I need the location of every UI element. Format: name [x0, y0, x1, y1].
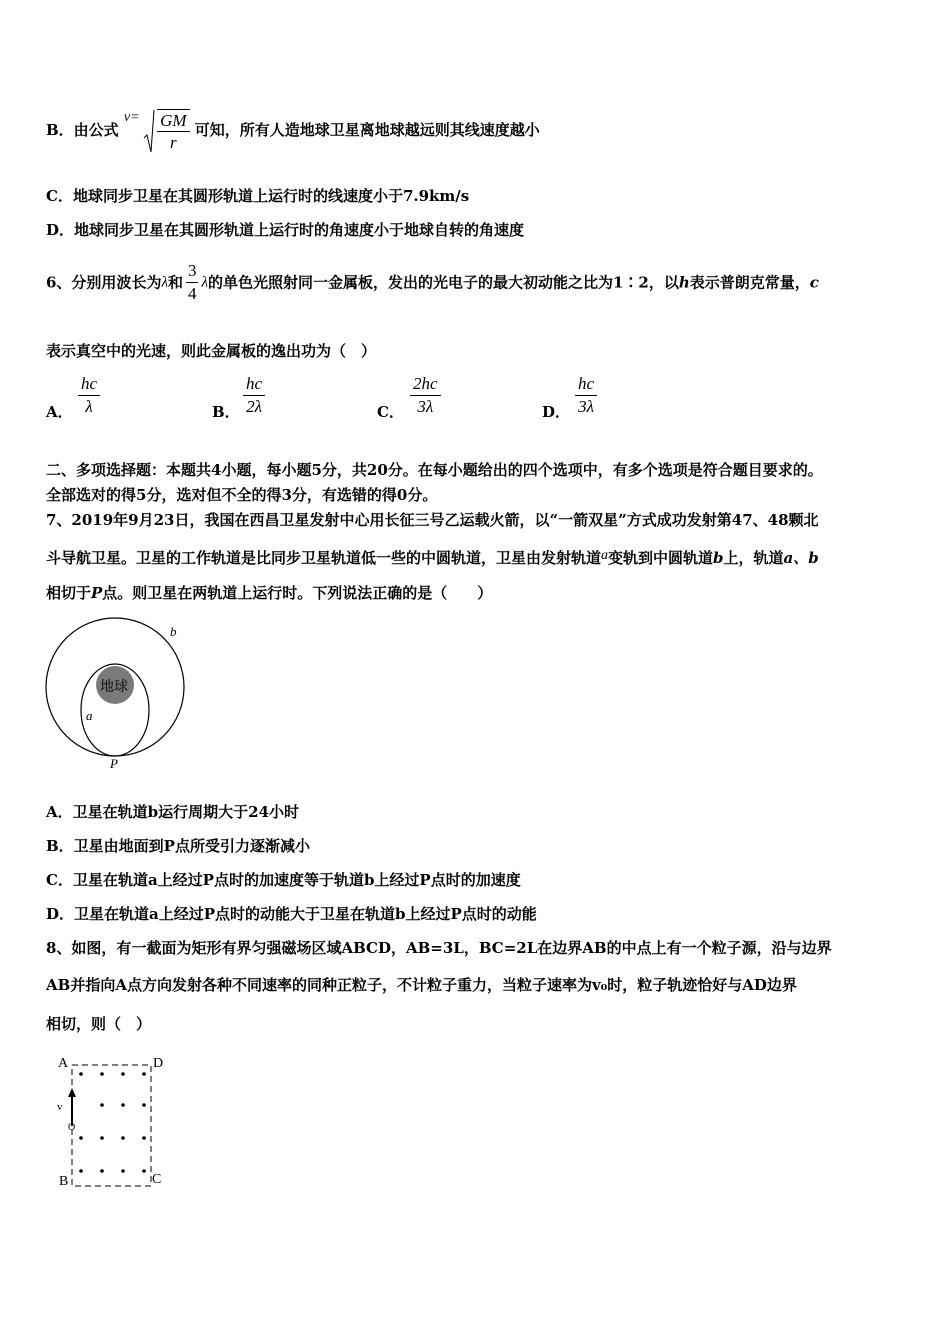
corner-d: D: [153, 1056, 164, 1071]
c-symbol: c: [809, 273, 819, 292]
q6-option-fraction: [78, 373, 100, 418]
field-dot: [121, 1072, 125, 1076]
q6-part1: 6、分别用波长为: [46, 273, 162, 292]
field-dot: [121, 1103, 125, 1107]
q7-option-b: B．卫星由地面到P点所受引力逐渐减小: [46, 837, 310, 855]
label-a: a: [86, 708, 93, 723]
field-dot: [142, 1103, 146, 1107]
field-dot: [142, 1169, 146, 1173]
q7-option-c: C．卫星在轨道a上经过P点时的加速度等于轨道b上经过P点时的加速度: [46, 871, 521, 889]
fraction-num: hc: [575, 373, 597, 396]
field-dot: [79, 1136, 83, 1140]
source-label: O: [68, 1122, 76, 1133]
q5-option-c: C．地球同步卫星在其圆形轨道上运行时的线速度小于7.9km/s: [46, 187, 470, 205]
q7-stem-line3: [46, 583, 492, 603]
q6-stem-line2: 表示真空中的光速，则此金属板的逸出功为（ ）: [46, 342, 377, 360]
q7-option-d: D．卫星在轨道a上经过P点时的动能大于卫星在轨道b上经过P点时的动能: [46, 905, 537, 923]
fraction-num: hc: [78, 373, 100, 396]
formula-num: GM: [157, 110, 189, 132]
lambda-symbol-2: λ: [201, 274, 208, 291]
fraction-den: λ: [85, 397, 93, 416]
q7-line3a: 相切于: [46, 584, 92, 602]
field-dot: [121, 1169, 125, 1173]
field-dot: [100, 1136, 104, 1140]
field-dot: [79, 1169, 83, 1173]
q5-option-b: [46, 108, 540, 154]
q6-option-label: A．: [46, 403, 73, 421]
q8-stem-line1: 8、如图，有一截面为矩形有界匀强磁场区域ABCD，AB=3L，BC=2L在边界AB的中点上有一个粒子源，沿与边界: [46, 939, 832, 957]
lambda-symbol: λ: [161, 274, 168, 291]
label-p: P: [110, 756, 118, 771]
fraction-den: 3λ: [417, 397, 434, 416]
corner-c: C: [152, 1172, 162, 1187]
label-b: b: [170, 624, 177, 639]
q8-stem-line2: AB并指向A点方向发射各种不同速率的同种正粒子，不计粒子重力，当粒子速率为v₀时，粒子轨迹恰好与AD边界: [46, 976, 797, 994]
corner-a: A: [58, 1056, 69, 1071]
field-dot: [121, 1136, 125, 1140]
fraction-den: 2λ: [246, 397, 262, 416]
sqrt-sign: [143, 108, 155, 154]
q6-option-fraction: [410, 373, 441, 418]
formula-den: r: [170, 133, 177, 152]
field-boundary: [72, 1065, 151, 1186]
q5-optb-prefix: B．由公式: [46, 121, 119, 139]
h-symbol: h: [678, 273, 690, 292]
q6-option-label: D．: [542, 403, 571, 421]
q7-line2a: 斗导航卫星。卫星的工作轨道是比同步卫星轨道低一些的中圆轨道，卫星由发射轨道: [46, 549, 602, 567]
field-dot: [100, 1103, 104, 1107]
fraction-den: 4: [187, 284, 197, 303]
field-dot: [100, 1169, 104, 1173]
q6-option-label: B．: [212, 403, 240, 421]
q8-stem-line3: 相切，则（ ）: [46, 1015, 152, 1033]
fraction-num: hc: [243, 373, 265, 396]
q6-option-label: C．: [377, 403, 404, 421]
magnetic-field-diagram: [55, 1052, 185, 1192]
point-p-symbol: P: [91, 584, 103, 602]
orbit-a-symbol: a: [601, 548, 609, 563]
q6-part2: 的单色光照射同一金属板，发出的光电子的最大初动能之比为1∶2，以: [207, 273, 679, 292]
formula-lhs: v=: [123, 110, 140, 125]
q6-he: 和: [167, 273, 183, 292]
q6-option-fraction: [575, 373, 597, 418]
q6-option-fraction: [243, 373, 265, 418]
fraction-num: 3: [186, 260, 199, 283]
velocity-arrowhead: [68, 1088, 76, 1097]
q6-fraction: [186, 260, 199, 305]
q6-part3: 表示普朗克常量，: [689, 273, 810, 292]
velocity-label: v: [57, 1101, 63, 1113]
earth-label: 地球: [100, 680, 128, 695]
q5-option-d: D．地球同步卫星在其圆形轨道上运行时的角速度小于地球自转的角速度: [46, 221, 525, 239]
q5-optb-formula: [124, 108, 190, 154]
section2-note: 全部选对的得5分，选对但不全的得3分，有选错的得0分。: [46, 486, 438, 504]
fraction-den: 3λ: [578, 397, 594, 416]
q7-line2c: 上，轨道: [723, 549, 784, 567]
orbit-ab-symbol: a、b: [783, 549, 819, 567]
field-dot: [79, 1072, 83, 1076]
field-dot: [142, 1072, 146, 1076]
q5-optb-suffix: 可知，所有人造地球卫星离地球越远则其线速度越小: [194, 121, 540, 139]
fraction-num: 2hc: [410, 373, 441, 396]
q7-stem-line1: 7、2019年9月23日，我国在西昌卫星发射中心用长征三号乙运载火箭，以“一箭双星”方式成功发射第47、48颗北: [46, 511, 819, 529]
q7-line3b: 点。则卫星在两轨道上运行时。下列说法正确的是（ ）: [102, 584, 493, 602]
q6-stem-line1: [46, 260, 819, 320]
orbit-b-symbol: b: [713, 549, 724, 567]
q7-option-a: A．卫星在轨道b运行周期大于24小时: [46, 803, 300, 821]
field-dot: [142, 1136, 146, 1140]
corner-b: B: [59, 1174, 69, 1189]
field-dot: [100, 1072, 104, 1076]
q7-line2b: 变轨到中圆轨道: [608, 549, 714, 567]
orbit-diagram: [40, 612, 200, 772]
q7-stem-line2: [46, 546, 819, 568]
section2-title: 二、多项选择题：本题共4小题，每小题5分，共20分。在每小题给出的四个选项中，有多个选项是符合题目要求的。: [46, 461, 823, 479]
